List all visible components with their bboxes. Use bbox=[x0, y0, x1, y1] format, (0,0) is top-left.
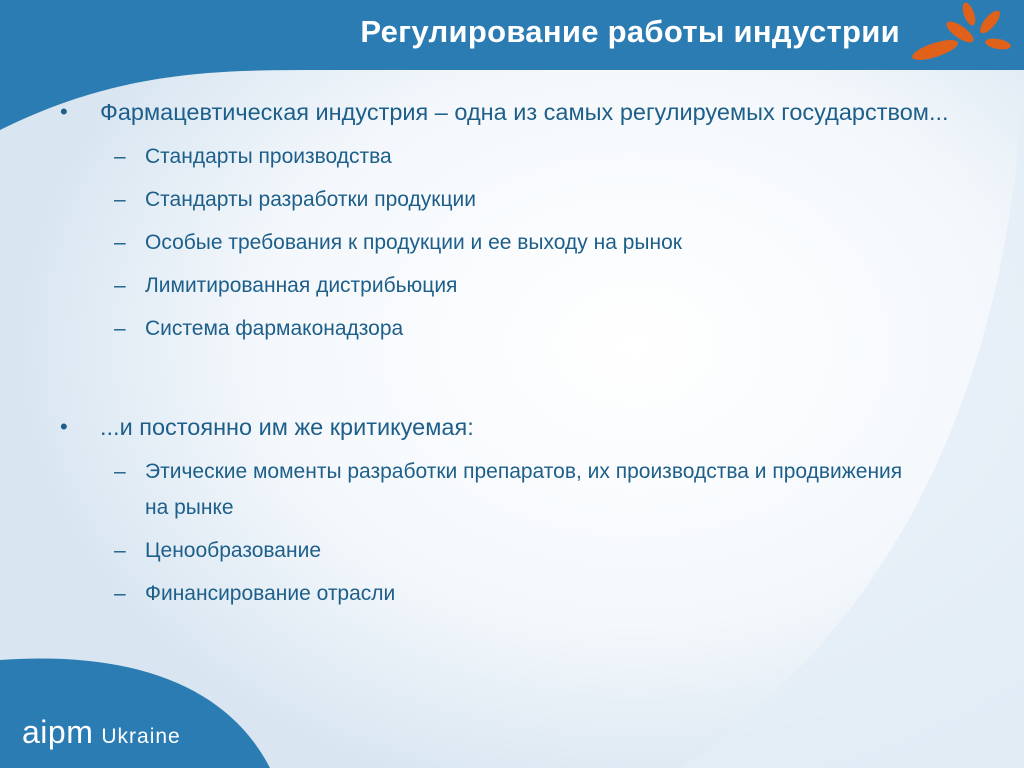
sub-item bbox=[114, 454, 960, 526]
dash-mark: – bbox=[114, 145, 126, 168]
sub-item-text: Ценообразование bbox=[145, 539, 321, 562]
sub-item-text: Система фармаконадзора bbox=[145, 317, 404, 340]
sub-item-text: Стандарты разработки продукции bbox=[145, 188, 476, 211]
orange-petals-logo-icon bbox=[905, 0, 1024, 70]
sub-item bbox=[114, 311, 960, 347]
sub-item-text: Этические моменты разработки препаратов, их производства и продвижения на рынке bbox=[145, 460, 903, 519]
bullet-item bbox=[60, 407, 960, 447]
slide-content bbox=[60, 92, 960, 612]
sub-item-text: Финансирование отрасли bbox=[145, 582, 396, 605]
brand-region: Ukraine bbox=[101, 725, 181, 748]
sub-item bbox=[114, 139, 960, 175]
brand-name: aipm bbox=[22, 714, 94, 750]
dash-mark: – bbox=[114, 317, 126, 340]
bullet-text: Фармацевтическая индустрия – одна из самых регулируемых государством... bbox=[100, 99, 949, 125]
sub-item bbox=[114, 225, 960, 261]
sub-item bbox=[114, 182, 960, 218]
bullet-item bbox=[60, 92, 960, 132]
sub-item-text: Стандарты производства bbox=[145, 145, 392, 168]
dash-mark: – bbox=[114, 539, 126, 562]
bullet-text: ...и постоянно им же критикуемая: bbox=[100, 414, 474, 440]
sub-item bbox=[114, 533, 960, 569]
footer-brand bbox=[22, 714, 181, 751]
sub-item-text: Особые требования к продукции и ее выходу на рынок bbox=[145, 231, 682, 254]
sub-item-text: Лимитированная дистрибьюция bbox=[145, 274, 458, 297]
bullet-mark: • bbox=[60, 414, 68, 439]
dash-mark: – bbox=[114, 188, 126, 211]
slide-title: Регулирование работы индустрии bbox=[360, 14, 900, 49]
sub-item bbox=[114, 576, 960, 612]
dash-mark: – bbox=[114, 460, 126, 483]
bullet-mark: • bbox=[60, 99, 68, 124]
sub-item bbox=[114, 268, 960, 304]
dash-mark: – bbox=[114, 582, 126, 605]
dash-mark: – bbox=[114, 231, 126, 254]
dash-mark: – bbox=[114, 274, 126, 297]
